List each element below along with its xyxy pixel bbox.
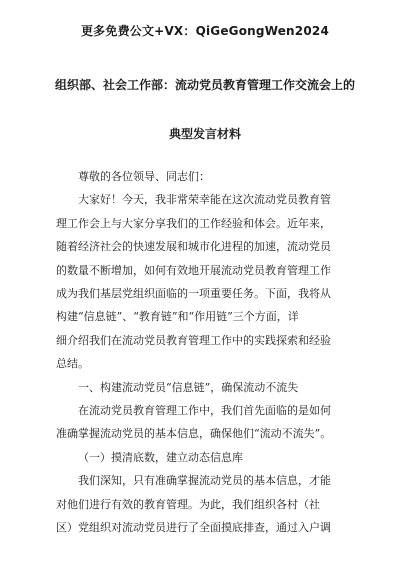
- paragraph-line: 理工作会上与大家分享我们的工作经验和体会。近年来，: [56, 216, 331, 230]
- document-title-line-1: 组织部、社会工作部：流动党员教育管理工作交流会上的: [54, 78, 355, 92]
- paragraph-line: 的数量不断增加，如何有效地开展流动党员教育管理工作: [56, 263, 331, 277]
- paragraph-intro: [56, 188, 356, 375]
- document-body: [56, 165, 356, 540]
- paragraph-line: 准确掌握流动党员的基本信息，确保他们“流动不流失”。: [56, 427, 332, 441]
- watermark-text: 更多免费公文+VX：QiGeGongWen2024: [80, 24, 329, 38]
- paragraph-line: 在流动党员教育管理工作中，我们首先面临的是如何: [78, 404, 331, 418]
- paragraph-line: 我们深知，只有准确掌握流动党员的基本信息，才能: [78, 474, 331, 488]
- section-heading-1: 一、构建流动党员“信息链”，确保流动不流失: [78, 380, 299, 394]
- salutation: 尊敬的各位领导、同志们：: [78, 170, 210, 183]
- paragraph-line: 总结。: [56, 357, 89, 371]
- paragraph-line: 区）党组织对流动党员进行了全面摸底排查，通过入户调: [56, 521, 331, 535]
- paragraph-database: [56, 469, 356, 539]
- paragraph-info-chain: [56, 399, 356, 446]
- paragraph-line: 成为我们基层党组织面临的一项重要任务。下面，我将从: [56, 287, 331, 301]
- document-title-line-2: 典型发言材料: [168, 127, 241, 141]
- paragraph-line: 构建“信息链”、“教育链”和“作用链”三个方面，详: [56, 310, 299, 324]
- paragraph-line: 细介绍我们在流动党员教育管理工作中的实践探索和经验: [56, 333, 331, 347]
- paragraph-line: 随着经济社会的快速发展和城市化进程的加速，流动党员: [56, 240, 331, 254]
- subsection-heading-1: （一）摸清底数，建立动态信息库: [78, 450, 243, 464]
- paragraph-line: 对他们进行有效的教育管理。为此，我们组织各村（社: [56, 497, 320, 511]
- paragraph-line: 大家好！今天，我非常荣幸能在这次流动党员教育管: [78, 193, 331, 207]
